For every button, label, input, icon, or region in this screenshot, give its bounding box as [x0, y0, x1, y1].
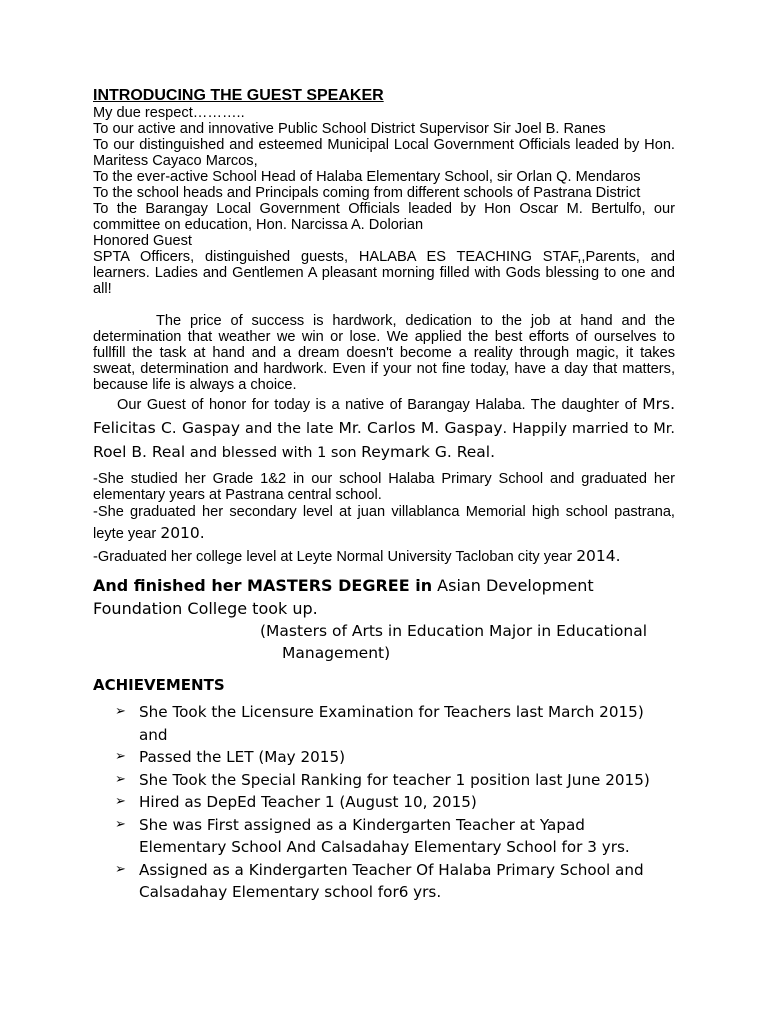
masters-bold-2: MASTERS DEGREE in — [247, 576, 433, 595]
achievement-text: She Took the Licensure Examination for Teachers last March 2015) and — [139, 703, 644, 744]
guest-and-late: and the late — [240, 421, 339, 437]
salutation-line: To the school heads and Principals coming from different schools of Pastrana District — [93, 185, 641, 201]
masters-course-line-2: Management) — [282, 644, 391, 662]
document-title: INTRODUCING THE GUEST SPEAKER — [93, 87, 384, 104]
achievement-text: Hired as DepEd Teacher 1 (August 10, 2015) — [139, 793, 477, 811]
salutation-line: SPTA Officers, distinguished guests, HALABA ES TEACHING STAF,,Parents, and learners. Ladies and Gentlemen A pleasant morning filled with Gods blessing to one and all! — [93, 249, 675, 297]
list-item — [115, 701, 675, 746]
list-item — [115, 791, 675, 814]
arrow-bullet-icon: ➢ — [115, 704, 126, 719]
success-paragraph: The price of success is hardwork, dedication to the job at hand and the determination that weather we win or lose. We applied the best efforts of ourselves to fullfill the task at hand and a dream doesn't become a reality through magic, it takes sweat, determination and hardwork. Even if your not fine today, have a day that matters, because life is always a choice. — [93, 313, 675, 393]
salutation-line: Honored Guest — [93, 233, 192, 249]
guest-son: Reymark G. Real — [361, 443, 491, 461]
masters-rest: Asian Development Foundation College took up. — [93, 576, 594, 618]
list-item — [115, 769, 675, 792]
secondary-year: 2010. — [160, 524, 205, 542]
list-item — [115, 859, 675, 904]
masters-bold-1: And finished her — [93, 576, 248, 595]
achievements-list — [93, 701, 675, 904]
guest-period: . — [490, 443, 496, 461]
salutation-line: To our distinguished and esteemed Municipal Local Government Officials leaded by Hon. Maritess Cayaco Marcos, — [93, 137, 675, 169]
secondary-text: -She graduated her secondary level at juan villablanca Memorial high school pastrana, leyte year — [93, 504, 675, 542]
guest-husband: Roel B. Real — [93, 443, 186, 461]
document-page — [93, 86, 675, 904]
arrow-bullet-icon: ➢ — [115, 749, 126, 764]
salutations — [93, 105, 675, 297]
salutation-line: To our active and innovative Public School District Supervisor Sir Joel B. Ranes — [93, 121, 606, 137]
arrow-bullet-icon: ➢ — [115, 861, 126, 877]
achievement-text: Assigned as a Kindergarten Teacher Of Halaba Primary School and Calsadahay Elementary school for6 yrs. — [139, 860, 644, 901]
arrow-bullet-icon: ➢ — [115, 771, 126, 787]
education-college — [93, 545, 675, 569]
guest-father: Mr. Carlos M. Gaspay — [338, 419, 503, 437]
masters-paragraph — [93, 574, 675, 620]
list-item — [115, 814, 675, 859]
achievement-text: She Took the Special Ranking for teacher 1 position last June 2015) — [139, 770, 650, 789]
achievements-heading: ACHIEVEMENTS — [93, 676, 225, 694]
achievement-text: Passed the LET (May 2015) — [139, 748, 346, 766]
college-text: -Graduated her college level at Leyte Normal University Tacloban city year — [93, 549, 577, 565]
education-grade: -She studied her Grade 1&2 in our school Halaba Primary School and graduated her elementary years at Pastrana central school. — [93, 471, 675, 503]
salutation-line: To the ever-active School Head of Halaba Elementary School, sir Orlan Q. Mendaros — [93, 169, 641, 185]
masters-course-line-1: (Masters of Arts in Education Major in Educational — [260, 622, 648, 640]
salutation-line: To the Barangay Local Government Officials leaded by Hon Oscar M. Bertulfo, our committee on education, Hon. Narcissa A. Dolorian — [93, 201, 675, 233]
college-year: 2014. — [576, 547, 621, 565]
arrow-bullet-icon: ➢ — [115, 816, 126, 832]
guest-married: . Happily married to Mr. — [502, 421, 675, 437]
guest-intro: Our Guest of honor for today is a native of Barangay Halaba. The daughter of — [117, 397, 637, 413]
salutation-line: My due respect……….. — [93, 105, 245, 121]
arrow-bullet-icon: ➢ — [115, 794, 126, 809]
list-item — [115, 746, 675, 769]
guest-blessed: and blessed with 1 son — [185, 445, 362, 461]
achievement-text: She was First assigned as a Kindergarten Teacher at Yapad Elementary School And Calsadahay Elementary School for 3 yrs. — [139, 815, 630, 856]
guest-paragraph — [93, 393, 675, 465]
education-secondary — [93, 503, 675, 545]
guest-mother: Mrs. Felicitas C. Gaspay — [93, 395, 676, 437]
